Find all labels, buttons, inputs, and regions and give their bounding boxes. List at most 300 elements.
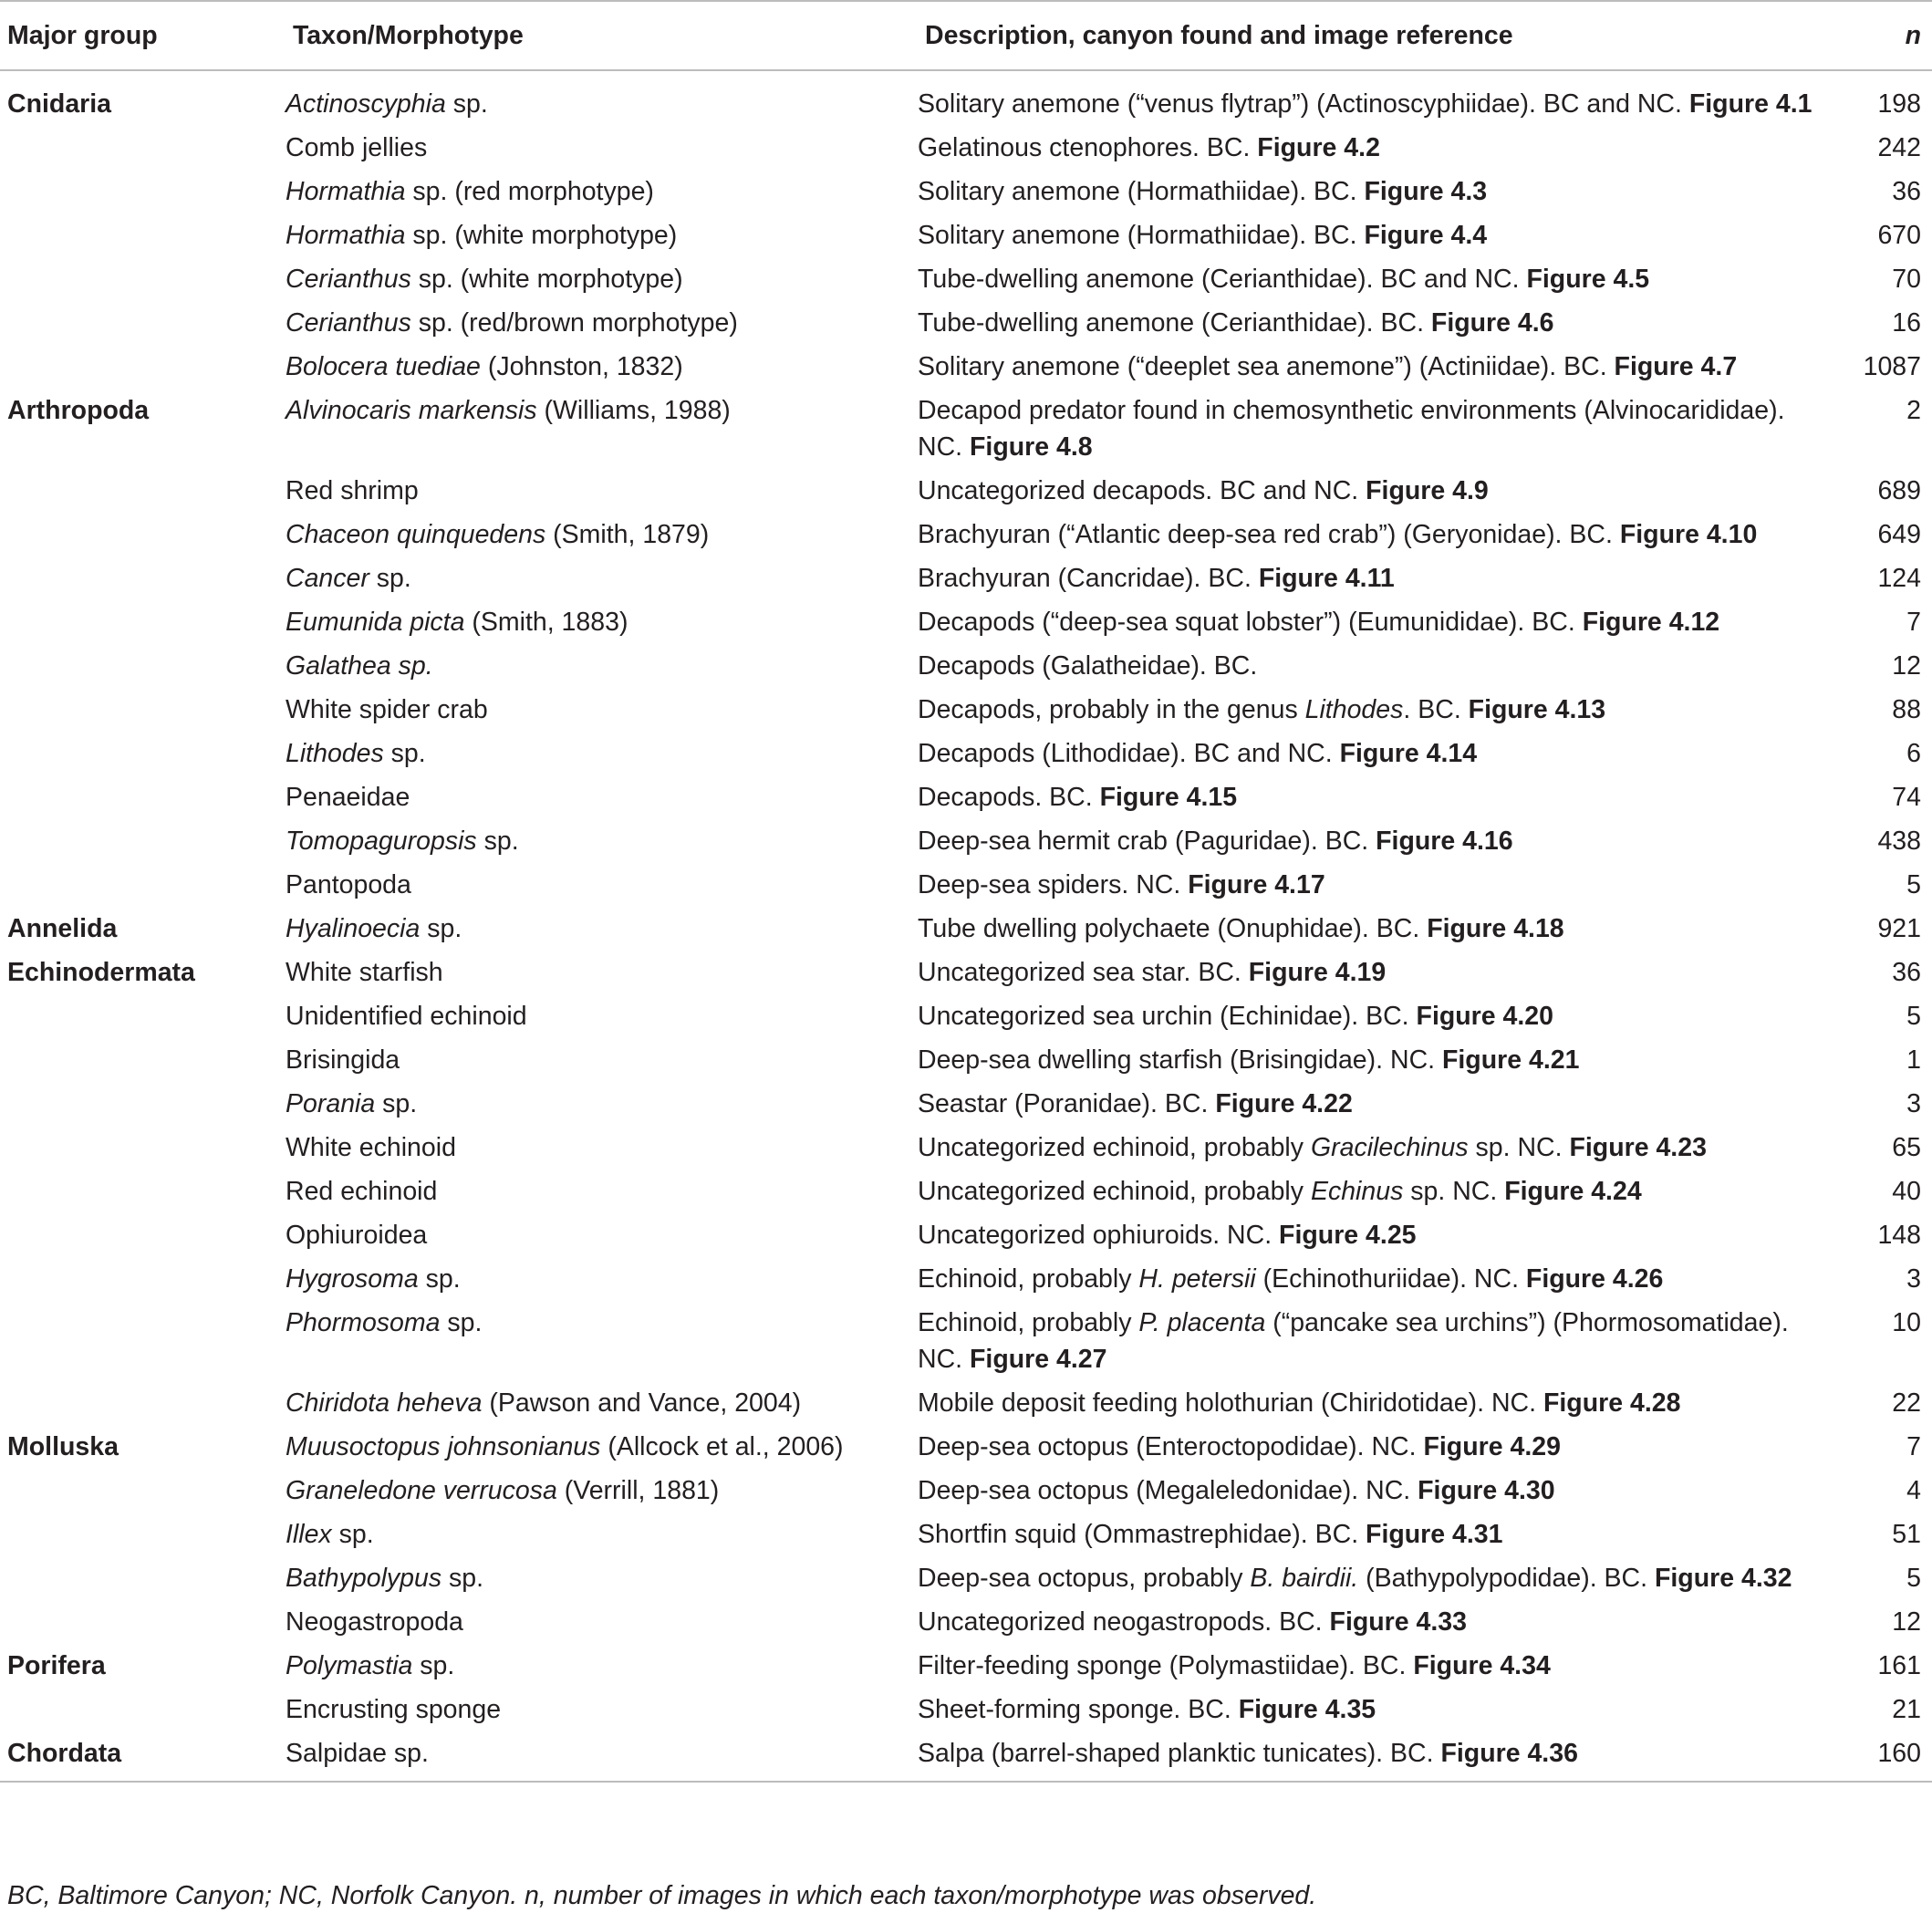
- cell-n: 5: [1906, 1564, 1921, 1593]
- figure-reference: Figure 4.5: [1526, 265, 1650, 294]
- cell-description: [918, 640, 1836, 684]
- figure-reference: Figure 4.12: [1582, 608, 1720, 637]
- figure-reference: Figure 4.35: [1238, 1695, 1376, 1724]
- italic-name: Galathea sp.: [286, 651, 433, 681]
- cell-taxon: [286, 903, 918, 947]
- text-segment: (Allcock et al., 2006): [600, 1432, 844, 1461]
- cell-major-group: [0, 465, 286, 509]
- cell-major-group: [0, 684, 286, 728]
- cell-description: [918, 341, 1836, 385]
- cell-taxon: [286, 597, 918, 640]
- cell-major-group: [0, 1034, 286, 1078]
- cell-n: 689: [1877, 476, 1921, 505]
- italic-name: Cerianthus: [286, 265, 411, 294]
- cell-taxon: [286, 210, 918, 254]
- cell-description: [918, 465, 1836, 509]
- cell-description: [918, 1684, 1836, 1728]
- cell-major-group: Annelida: [7, 914, 118, 943]
- text-segment: sp.: [445, 89, 488, 119]
- figure-reference: Figure 4.36: [1440, 1739, 1578, 1768]
- table-row: [0, 772, 1932, 816]
- cell-n: 5: [1906, 870, 1921, 899]
- cell-description: [918, 553, 1836, 597]
- italic-name: Cancer: [286, 564, 369, 593]
- figure-reference: Figure 4.15: [1099, 783, 1238, 812]
- cell-n: 1: [1906, 1045, 1921, 1075]
- figure-reference: Figure 4.20: [1416, 1002, 1554, 1031]
- figure-reference: Figure 4.14: [1339, 739, 1478, 768]
- cell-taxon: [286, 640, 918, 684]
- cell-taxon: [286, 991, 918, 1034]
- table-row: [0, 465, 1932, 509]
- cell-major-group: Cnidaria: [7, 89, 112, 119]
- cell-taxon: [286, 1421, 918, 1465]
- cell-taxon: [286, 1640, 918, 1684]
- header-major-group: Major group: [0, 1, 286, 70]
- text-segment: Solitary anemone (“deeplet sea anemone”) (Actiniidae). BC.: [918, 352, 1615, 381]
- cell-major-group: Echinodermata: [7, 958, 195, 987]
- figure-reference: Figure 4.1: [1688, 89, 1813, 119]
- cell-taxon: [286, 166, 918, 210]
- table-row: [0, 816, 1932, 859]
- cell-description: [918, 254, 1836, 297]
- table-row: [0, 1166, 1932, 1210]
- cell-taxon: [286, 859, 918, 903]
- text-segment: Solitary anemone (Hormathiidae). BC.: [918, 221, 1365, 250]
- cell-n: 12: [1892, 651, 1921, 681]
- text-segment: (Williams, 1988): [536, 396, 731, 425]
- text-segment: Decapods (Galatheidae). BC.: [918, 651, 1258, 681]
- italic-name: Eumunida picta: [286, 608, 465, 637]
- figure-reference: Figure 4.3: [1364, 177, 1488, 206]
- text-segment: Gelatinous ctenophores. BC.: [918, 133, 1258, 162]
- cell-major-group: [0, 1078, 286, 1122]
- table-row: [0, 385, 1932, 465]
- cell-n: 36: [1892, 958, 1921, 987]
- text-segment: Unidentified echinoid: [286, 1002, 527, 1031]
- text-segment: White echinoid: [286, 1133, 456, 1162]
- text-segment: sp.: [383, 739, 426, 768]
- figure-reference: Figure 4.7: [1614, 352, 1738, 381]
- figure-reference: Figure 4.9: [1366, 476, 1489, 505]
- text-segment: Red echinoid: [286, 1177, 438, 1206]
- text-segment: Solitary anemone (Hormathiidae). BC.: [918, 177, 1365, 206]
- figure-reference: Figure 4.2: [1257, 133, 1380, 162]
- text-segment: sp.: [412, 1651, 455, 1680]
- text-segment: Uncategorized ophiuroids. NC.: [918, 1221, 1280, 1250]
- text-segment: sp.: [440, 1308, 483, 1337]
- cell-description: [918, 1078, 1836, 1122]
- cell-n: 70: [1892, 265, 1921, 294]
- text-segment: Salpa (barrel-shaped planktic tunicates). BC.: [918, 1739, 1441, 1768]
- cell-description: [918, 947, 1836, 991]
- text-segment: sp.: [420, 914, 462, 943]
- cell-major-group: Porifera: [7, 1651, 106, 1680]
- cell-taxon: [286, 254, 918, 297]
- cell-major-group: [0, 1166, 286, 1210]
- table-row: [0, 70, 1932, 122]
- table-row: [0, 1640, 1932, 1684]
- figure-reference: Figure 4.31: [1366, 1520, 1503, 1549]
- text-segment: Red shrimp: [286, 476, 419, 505]
- cell-major-group: [0, 640, 286, 684]
- cell-n: 12: [1892, 1607, 1921, 1637]
- cell-major-group: [0, 122, 286, 166]
- text-segment: Encrusting sponge: [286, 1695, 502, 1724]
- cell-description: [918, 1596, 1836, 1640]
- figure-reference: Figure 4.29: [1423, 1432, 1561, 1461]
- cell-n: 88: [1892, 695, 1921, 724]
- figure-reference: Figure 4.17: [1188, 870, 1325, 899]
- cell-taxon: [286, 1166, 918, 1210]
- cell-description: [918, 903, 1836, 947]
- cell-description: [918, 210, 1836, 254]
- cell-description: [918, 597, 1836, 640]
- cell-major-group: [0, 297, 286, 341]
- cell-major-group: [0, 1553, 286, 1596]
- table-row: [0, 1378, 1932, 1421]
- cell-n: 649: [1877, 520, 1921, 549]
- table-row: [0, 166, 1932, 210]
- cell-taxon: [286, 1596, 918, 1640]
- cell-n: 242: [1877, 133, 1921, 162]
- table-body: [0, 70, 1932, 1782]
- cell-taxon: [286, 1684, 918, 1728]
- cell-description: [918, 1421, 1836, 1465]
- cell-description: [918, 509, 1836, 553]
- text-segment: sp. (white morphotype): [410, 265, 683, 294]
- table-row: [0, 1034, 1932, 1078]
- cell-description: [918, 166, 1836, 210]
- italic-name: H. petersii: [1138, 1264, 1256, 1294]
- text-segment: Tube dwelling polychaete (Onuphidae). BC.: [918, 914, 1428, 943]
- text-segment: (Echinothuriidae). NC.: [1255, 1264, 1526, 1294]
- header-description: Description, canyon found and image reference: [918, 1, 1836, 70]
- figure-reference: Figure 4.27: [970, 1345, 1107, 1374]
- table-row: [0, 297, 1932, 341]
- text-segment: Decapod predator found in chemosynthetic environments (Alvinocarididae). NC.: [918, 396, 1785, 462]
- text-segment: Deep-sea dwelling starfish (Brisingidae). NC.: [918, 1045, 1442, 1075]
- table-row: [0, 597, 1932, 640]
- italic-name: Gracilechinus: [1310, 1133, 1469, 1162]
- cell-taxon: [286, 728, 918, 772]
- cell-description: [918, 1553, 1836, 1596]
- cell-description: [918, 991, 1836, 1034]
- italic-name: Actinoscyphia: [286, 89, 446, 119]
- figure-reference: Figure 4.33: [1329, 1607, 1468, 1637]
- cell-taxon: [286, 1553, 918, 1596]
- cell-n: 40: [1892, 1177, 1921, 1206]
- text-segment: sp.: [476, 827, 519, 856]
- figure-reference: Figure 4.19: [1248, 958, 1387, 987]
- cell-n: 74: [1892, 783, 1921, 812]
- cell-taxon: [286, 122, 918, 166]
- figure-reference: Figure 4.11: [1258, 564, 1395, 593]
- cell-taxon: [286, 947, 918, 991]
- cell-taxon: [286, 684, 918, 728]
- table-row: [0, 859, 1932, 903]
- cell-taxon: [286, 553, 918, 597]
- text-segment: Deep-sea spiders. NC.: [918, 870, 1189, 899]
- cell-description: [918, 816, 1836, 859]
- cell-description: [918, 1122, 1836, 1166]
- cell-taxon: [286, 816, 918, 859]
- table-row: [0, 728, 1932, 772]
- cell-n: 51: [1892, 1520, 1921, 1549]
- italic-name: Cerianthus: [286, 308, 411, 338]
- cell-taxon: [286, 1253, 918, 1297]
- text-segment: sp. NC.: [1468, 1133, 1570, 1162]
- cell-major-group: [0, 1122, 286, 1166]
- cell-n: 16: [1892, 308, 1921, 338]
- italic-name: Alvinocaris markensis: [286, 396, 537, 425]
- italic-name: Hormathia: [286, 177, 406, 206]
- cell-major-group: [0, 1253, 286, 1297]
- cell-description: [918, 1465, 1836, 1509]
- table-row: [0, 1553, 1932, 1596]
- figure-reference: Figure 4.6: [1430, 308, 1554, 338]
- cell-description: [918, 1509, 1836, 1553]
- cell-n: 22: [1892, 1388, 1921, 1418]
- table-row: [0, 341, 1932, 385]
- text-segment: Seastar (Poranidae). BC.: [918, 1089, 1216, 1118]
- cell-taxon: [286, 1297, 918, 1378]
- text-segment: Deep-sea hermit crab (Paguridae). BC.: [918, 827, 1376, 856]
- cell-n: 921: [1877, 914, 1921, 943]
- cell-n: 4: [1906, 1476, 1921, 1505]
- text-segment: Salpidae sp.: [286, 1739, 429, 1768]
- table-row: [0, 1509, 1932, 1553]
- table-row: [0, 1728, 1932, 1782]
- cell-n: 7: [1906, 1432, 1921, 1461]
- italic-name: Bathypolypus: [286, 1564, 442, 1593]
- cell-n: 6: [1906, 739, 1921, 768]
- cell-description: [918, 1728, 1836, 1782]
- text-segment: Deep-sea octopus (Megaleledonidae). NC.: [918, 1476, 1418, 1505]
- cell-n: 21: [1892, 1695, 1921, 1724]
- figure-reference: Figure 4.21: [1441, 1045, 1580, 1075]
- header-taxon: Taxon/Morphotype: [286, 1, 918, 70]
- cell-taxon: [286, 70, 918, 122]
- cell-description: [918, 385, 1836, 465]
- cell-description: [918, 1034, 1836, 1078]
- text-segment: Tube-dwelling anemone (Cerianthidae). BC.: [918, 308, 1431, 338]
- text-segment: sp. (red/brown morphotype): [410, 308, 738, 338]
- cell-n: 670: [1877, 221, 1921, 250]
- text-segment: Uncategorized sea urchin (Echinidae). BC.: [918, 1002, 1417, 1031]
- cell-n: 7: [1906, 608, 1921, 637]
- italic-name: Bolocera tuediae: [286, 352, 481, 381]
- italic-name: Polymastia: [286, 1651, 413, 1680]
- text-segment: Solitary anemone (“venus flytrap”) (Actinoscyphiidae). BC and NC.: [918, 89, 1689, 119]
- text-segment: (Pawson and Vance, 2004): [482, 1388, 802, 1418]
- cell-taxon: [286, 772, 918, 816]
- cell-major-group: [0, 597, 286, 640]
- text-segment: . BC.: [1403, 695, 1469, 724]
- cell-n: 198: [1877, 89, 1921, 119]
- cell-n: 124: [1877, 564, 1921, 593]
- italic-name: Tomopaguropsis: [286, 827, 477, 856]
- text-segment: Uncategorized sea star. BC.: [918, 958, 1249, 987]
- figure-reference: Figure 4.34: [1413, 1651, 1551, 1680]
- text-segment: Deep-sea octopus (Enteroctopodidae). NC.: [918, 1432, 1424, 1461]
- text-segment: (Johnston, 1832): [480, 352, 683, 381]
- cell-major-group: [0, 210, 286, 254]
- table-row: [0, 1253, 1932, 1297]
- cell-major-group: [0, 816, 286, 859]
- figure-reference: Figure 4.24: [1504, 1177, 1642, 1206]
- table-row: [0, 509, 1932, 553]
- table-row: [0, 1078, 1932, 1122]
- table-row: [0, 1465, 1932, 1509]
- table-row: [0, 640, 1932, 684]
- text-segment: White starfish: [286, 958, 443, 987]
- text-segment: Brachyuran (Cancridae). BC.: [918, 564, 1259, 593]
- italic-name: Hyalinoecia: [286, 914, 421, 943]
- cell-major-group: [0, 1210, 286, 1253]
- text-segment: Penaeidae: [286, 783, 410, 812]
- table-row: [0, 903, 1932, 947]
- figure-reference: Figure 4.30: [1418, 1476, 1555, 1505]
- cell-n: 161: [1877, 1651, 1921, 1680]
- text-segment: Sheet-forming sponge. BC.: [918, 1695, 1239, 1724]
- text-segment: Pantopoda: [286, 870, 411, 899]
- table-header: [0, 1, 1932, 70]
- cell-description: [918, 122, 1836, 166]
- text-segment: Uncategorized decapods. BC and NC.: [918, 476, 1366, 505]
- italic-name: Porania: [286, 1089, 376, 1118]
- cell-major-group: [0, 859, 286, 903]
- italic-name: Phormosoma: [286, 1308, 441, 1337]
- cell-major-group: [0, 553, 286, 597]
- cell-taxon: [286, 1078, 918, 1122]
- italic-name: Illex: [286, 1520, 332, 1549]
- cell-n: 3: [1906, 1264, 1921, 1294]
- cell-taxon: [286, 1034, 918, 1078]
- italic-name: Hygrosoma: [286, 1264, 419, 1294]
- text-segment: sp.: [418, 1264, 461, 1294]
- cell-n: 438: [1877, 827, 1921, 856]
- table-row: [0, 553, 1932, 597]
- table-row: [0, 122, 1932, 166]
- cell-taxon: [286, 385, 918, 465]
- cell-taxon: [286, 1509, 918, 1553]
- cell-major-group: [0, 1378, 286, 1421]
- table-row: [0, 991, 1932, 1034]
- table-row: [0, 1596, 1932, 1640]
- table-row: [0, 1421, 1932, 1465]
- text-segment: Decapods (“deep-sea squat lobster”) (Eumunididae). BC.: [918, 608, 1583, 637]
- table-row: [0, 947, 1932, 991]
- figure-reference: Figure 4.28: [1542, 1388, 1681, 1418]
- cell-description: [918, 772, 1836, 816]
- figure-reference: Figure 4.16: [1376, 827, 1513, 856]
- cell-major-group: [0, 166, 286, 210]
- cell-major-group: [0, 1684, 286, 1728]
- figure-reference: Figure 4.13: [1468, 695, 1606, 724]
- italic-name: Muusoctopus johnsonianus: [286, 1432, 601, 1461]
- text-segment: sp. (red morphotype): [405, 177, 654, 206]
- cell-n: 5: [1906, 1002, 1921, 1031]
- cell-taxon: [286, 509, 918, 553]
- cell-major-group: [0, 772, 286, 816]
- cell-major-group: [0, 509, 286, 553]
- text-segment: sp.: [369, 564, 411, 593]
- cell-major-group: [0, 254, 286, 297]
- table-footnote: BC, Baltimore Canyon; NC, Norfolk Canyon. n, number of images in which each taxon/morphotype was observed.: [7, 1881, 1317, 1910]
- italic-name: Hormathia: [286, 221, 406, 250]
- cell-major-group: [0, 1465, 286, 1509]
- cell-taxon: [286, 297, 918, 341]
- text-segment: Tube-dwelling anemone (Cerianthidae). BC and NC.: [918, 265, 1527, 294]
- text-segment: (Bathypolypodidae). BC.: [1358, 1564, 1655, 1593]
- cell-description: [918, 1297, 1836, 1378]
- cell-n: 160: [1836, 1728, 1932, 1782]
- text-segment: Echinoid, probably: [918, 1308, 1139, 1337]
- cell-description: [918, 1378, 1836, 1421]
- figure-reference: Figure 4.10: [1619, 520, 1758, 549]
- italic-name: Echinus: [1310, 1177, 1404, 1206]
- table-row: [0, 1210, 1932, 1253]
- italic-name: Chaceon quinquedens: [286, 520, 546, 549]
- text-segment: Comb jellies: [286, 133, 428, 162]
- cell-n: 3: [1906, 1089, 1921, 1118]
- header-row: [0, 1, 1932, 70]
- cell-description: [918, 1640, 1836, 1684]
- cell-description: [918, 728, 1836, 772]
- text-segment: Echinoid, probably: [918, 1264, 1139, 1294]
- table-row: [0, 210, 1932, 254]
- figure-reference: Figure 4.4: [1364, 221, 1488, 250]
- text-segment: Uncategorized echinoid, probably: [918, 1177, 1311, 1206]
- text-segment: sp.: [441, 1564, 484, 1593]
- figure-reference: Figure 4.18: [1427, 914, 1564, 943]
- cell-taxon: [286, 1465, 918, 1509]
- cell-major-group: [0, 728, 286, 772]
- cell-n: 148: [1877, 1221, 1921, 1250]
- cell-taxon: [286, 341, 918, 385]
- cell-description: [918, 70, 1836, 122]
- text-segment: Ophiuroidea: [286, 1221, 428, 1250]
- text-segment: (“pancake sea urchins”) (Phormosomatidae). NC.: [918, 1308, 1789, 1374]
- cell-description: [918, 1166, 1836, 1210]
- text-segment: Shortfin squid (Ommastrephidae). BC.: [918, 1520, 1366, 1549]
- table-row: [0, 684, 1932, 728]
- cell-description: [918, 1253, 1836, 1297]
- cell-n: 36: [1892, 177, 1921, 206]
- text-segment: Filter-feeding sponge (Polymastiidae). BC.: [918, 1651, 1414, 1680]
- italic-name: B. bairdii.: [1250, 1564, 1359, 1593]
- cell-description: [918, 297, 1836, 341]
- italic-name: Lithodes: [1304, 695, 1404, 724]
- italic-name: P. placenta: [1138, 1308, 1266, 1337]
- cell-n: 65: [1892, 1133, 1921, 1162]
- text-segment: Deep-sea octopus, probably: [918, 1564, 1251, 1593]
- cell-major-group: Molluska: [7, 1432, 119, 1461]
- text-segment: (Verrill, 1881): [556, 1476, 720, 1505]
- text-segment: Decapods. BC.: [918, 783, 1100, 812]
- cell-taxon: [286, 1210, 918, 1253]
- cell-major-group: [0, 1596, 286, 1640]
- cell-description: [918, 1210, 1836, 1253]
- text-segment: (Smith, 1883): [464, 608, 628, 637]
- cell-taxon: [286, 465, 918, 509]
- text-segment: Uncategorized echinoid, probably: [918, 1133, 1311, 1162]
- text-segment: White spider crab: [286, 695, 488, 724]
- figure-reference: Figure 4.25: [1279, 1221, 1417, 1250]
- text-segment: sp. NC.: [1403, 1177, 1505, 1206]
- italic-name: Graneledone verrucosa: [286, 1476, 557, 1505]
